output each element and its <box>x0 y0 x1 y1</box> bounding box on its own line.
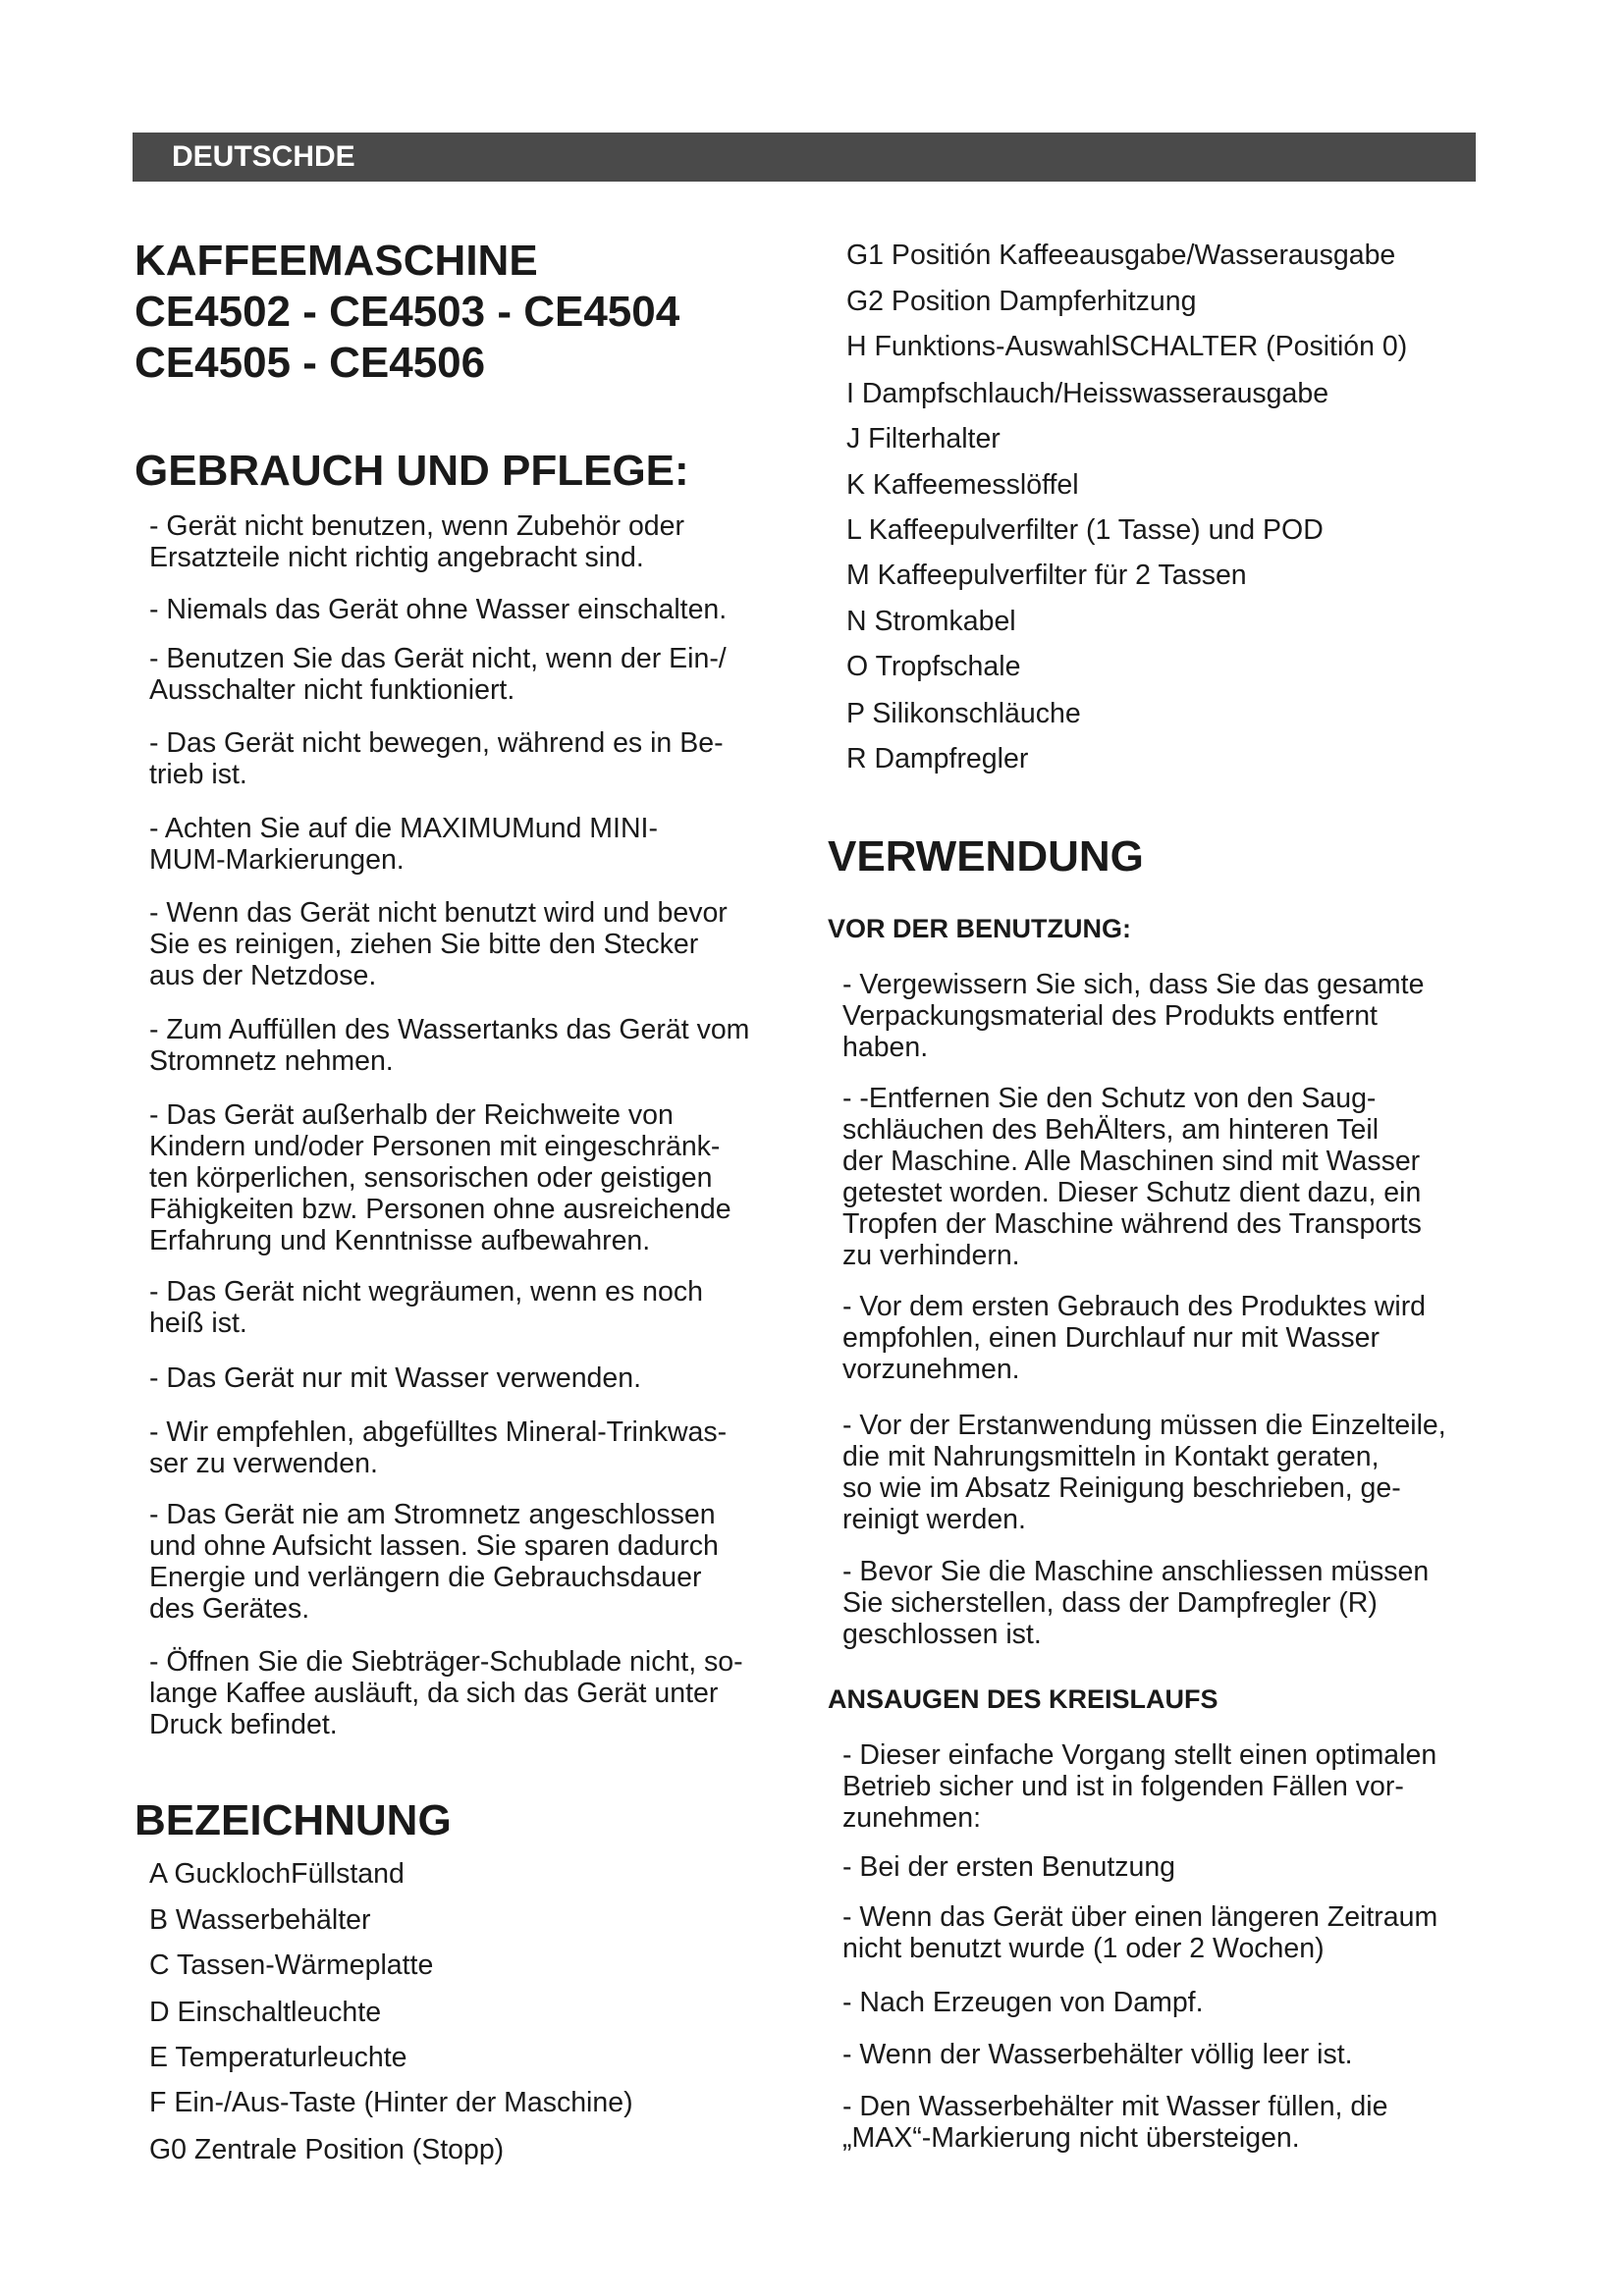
usage-paragraph: - Bevor Sie die Maschine anschliessen müssen Sie sicherstellen, dass der Dampfregler (R) geschlossen ist. <box>842 1556 1430 1650</box>
part-item: B Wasserbehälter <box>149 1904 371 1936</box>
part-item: K Kaffeemesslöffel <box>846 469 1079 501</box>
priming-paragraph: - Dieser einfache Vorgang stellt einen optimalen Betrieb sicher und ist in folgenden Fällen vor- zunehmen: <box>842 1739 1437 1834</box>
usage-paragraph: - Vor dem ersten Gebrauch des Produktes wird empfohlen, einen Durchlauf nur mit Wasser vorzunehmen. <box>842 1291 1427 1385</box>
part-item: A GucklochFüllstand <box>149 1858 405 1890</box>
priming-paragraph: - Nach Erzeugen von Dampf. <box>842 1987 1204 2018</box>
priming-paragraph: - Wenn der Wasserbehälter völlig leer ist. <box>842 2039 1353 2070</box>
usage-paragraph: - Vor der Erstanwendung müssen die Einzelteile, die mit Nahrungsmitteln in Kontakt geraten, so wie im Absatz Reinigung beschrieben, ge- reinigt werden. <box>842 1410 1446 1535</box>
part-item: N Stromkabel <box>846 606 1016 637</box>
care-paragraph: - Wenn das Gerät nicht benutzt wird und bevor Sie es reinigen, ziehen Sie bitte den Stecker aus der Netzdose. <box>149 897 728 991</box>
care-heading: GEBRAUCH UND PFLEGE: <box>135 447 689 495</box>
parts-heading: BEZEICHNUNG <box>135 1796 452 1844</box>
care-paragraph: - Wir empfehlen, abgefülltes Mineral-Trinkwas- ser zu verwenden. <box>149 1416 728 1479</box>
care-paragraph: - Das Gerät nicht wegräumen, wenn es noch heiß ist. <box>149 1276 703 1339</box>
part-item: G2 Position Dampferhitzung <box>846 286 1197 317</box>
care-paragraph: - Das Gerät nie am Stromnetz angeschlossen und ohne Aufsicht lassen. Sie sparen dadurch Energie und verlängern die Gebrauchsdauer des Gerätes. <box>149 1499 719 1625</box>
part-item: C Tassen-Wärmeplatte <box>149 1949 434 1981</box>
part-item: H Funktions-AuswahlSCHALTER (Positión 0) <box>846 331 1408 362</box>
care-paragraph: - Öffnen Sie die Siebträger-Schublade nicht, so- lange Kaffee ausläuft, da sich das Gerät unter Druck befindet. <box>149 1646 743 1740</box>
priming-paragraph: - Bei der ersten Benutzung <box>842 1851 1176 1883</box>
before-use-heading: VOR DER BENUTZUNG: <box>828 914 1131 943</box>
page-title <box>135 236 679 389</box>
care-paragraph: - Benutzen Sie das Gerät nicht, wenn der Ein-/ Ausschalter nicht funktioniert. <box>149 643 727 706</box>
care-paragraph: - Das Gerät nicht bewegen, während es in Be- trieb ist. <box>149 727 724 790</box>
part-item: G1 Positión Kaffeeausgabe/Wasserausgabe <box>846 240 1396 271</box>
care-paragraph: - Zum Auffüllen des Wassertanks das Gerät vom Stromnetz nehmen. <box>149 1014 750 1077</box>
priming-paragraph: - Den Wasserbehälter mit Wasser füllen, die „MAX“-Markierung nicht übersteigen. <box>842 2091 1388 2154</box>
title-line: CE4502 - CE4503 - CE4504 <box>135 288 680 336</box>
priming-paragraph: - Wenn das Gerät über einen längeren Zeitraum nicht benutzt wurde (1 oder 2 Wochen) <box>842 1901 1438 1964</box>
priming-heading: ANSAUGEN DES KREISLAUFS <box>828 1684 1218 1714</box>
usage-heading: VERWENDUNG <box>828 832 1144 881</box>
language-label: DEUTSCHDE <box>172 140 355 173</box>
part-item: O Tropfschale <box>846 651 1021 682</box>
usage-paragraph: - Vergewissern Sie sich, dass Sie das gesamte Verpackungsmaterial des Produkts entfernt haben. <box>842 969 1425 1063</box>
part-item: I Dampfschlauch/Heisswasserausgabe <box>846 378 1329 409</box>
language-header-bar <box>133 133 1476 182</box>
part-item: J Filterhalter <box>846 423 1001 454</box>
care-paragraph: - Gerät nicht benutzen, wenn Zubehör oder Ersatzteile nicht richtig angebracht sind. <box>149 510 684 573</box>
title-line: KAFFEEMASCHINE <box>135 237 538 285</box>
part-item: E Temperaturleuchte <box>149 2042 407 2073</box>
part-item: G0 Zentrale Position (Stopp) <box>149 2134 505 2165</box>
part-item: R Dampfregler <box>846 743 1029 774</box>
care-paragraph: - Das Gerät außerhalb der Reichweite von Kindern und/oder Personen mit eingeschränk- ten körperlichen, sensorischen oder geistigen Fähigkeiten bzw. Personen ohne ausreichende Erfahrung und Kenntnisse aufbewahren. <box>149 1099 731 1256</box>
care-paragraph: - Das Gerät nur mit Wasser verwenden. <box>149 1362 642 1394</box>
care-paragraph: - Niemals das Gerät ohne Wasser einschalten. <box>149 594 728 625</box>
part-item: M Kaffeepulverfilter für 2 Tassen <box>846 560 1247 591</box>
part-item: L Kaffeepulverfilter (1 Tasse) und POD <box>846 514 1324 546</box>
usage-paragraph: - -Entfernen Sie den Schutz von den Saug- schläuchen des BehÄlters, am hinteren Teil der Maschine. Alle Maschinen sind mit Wasser getestet worden. Dieser Schutz dient dazu, ein Tropfen der Maschine während des Transports zu verhindern. <box>842 1083 1422 1271</box>
part-item: D Einschaltleuchte <box>149 1997 382 2028</box>
part-item: P Silikonschläuche <box>846 698 1081 729</box>
part-item: F Ein-/Aus-Taste (Hinter der Maschine) <box>149 2087 633 2118</box>
title-line: CE4505 - CE4506 <box>135 339 486 387</box>
care-paragraph: - Achten Sie auf die MAXIMUMund MINI- MUM-Markierungen. <box>149 813 658 876</box>
